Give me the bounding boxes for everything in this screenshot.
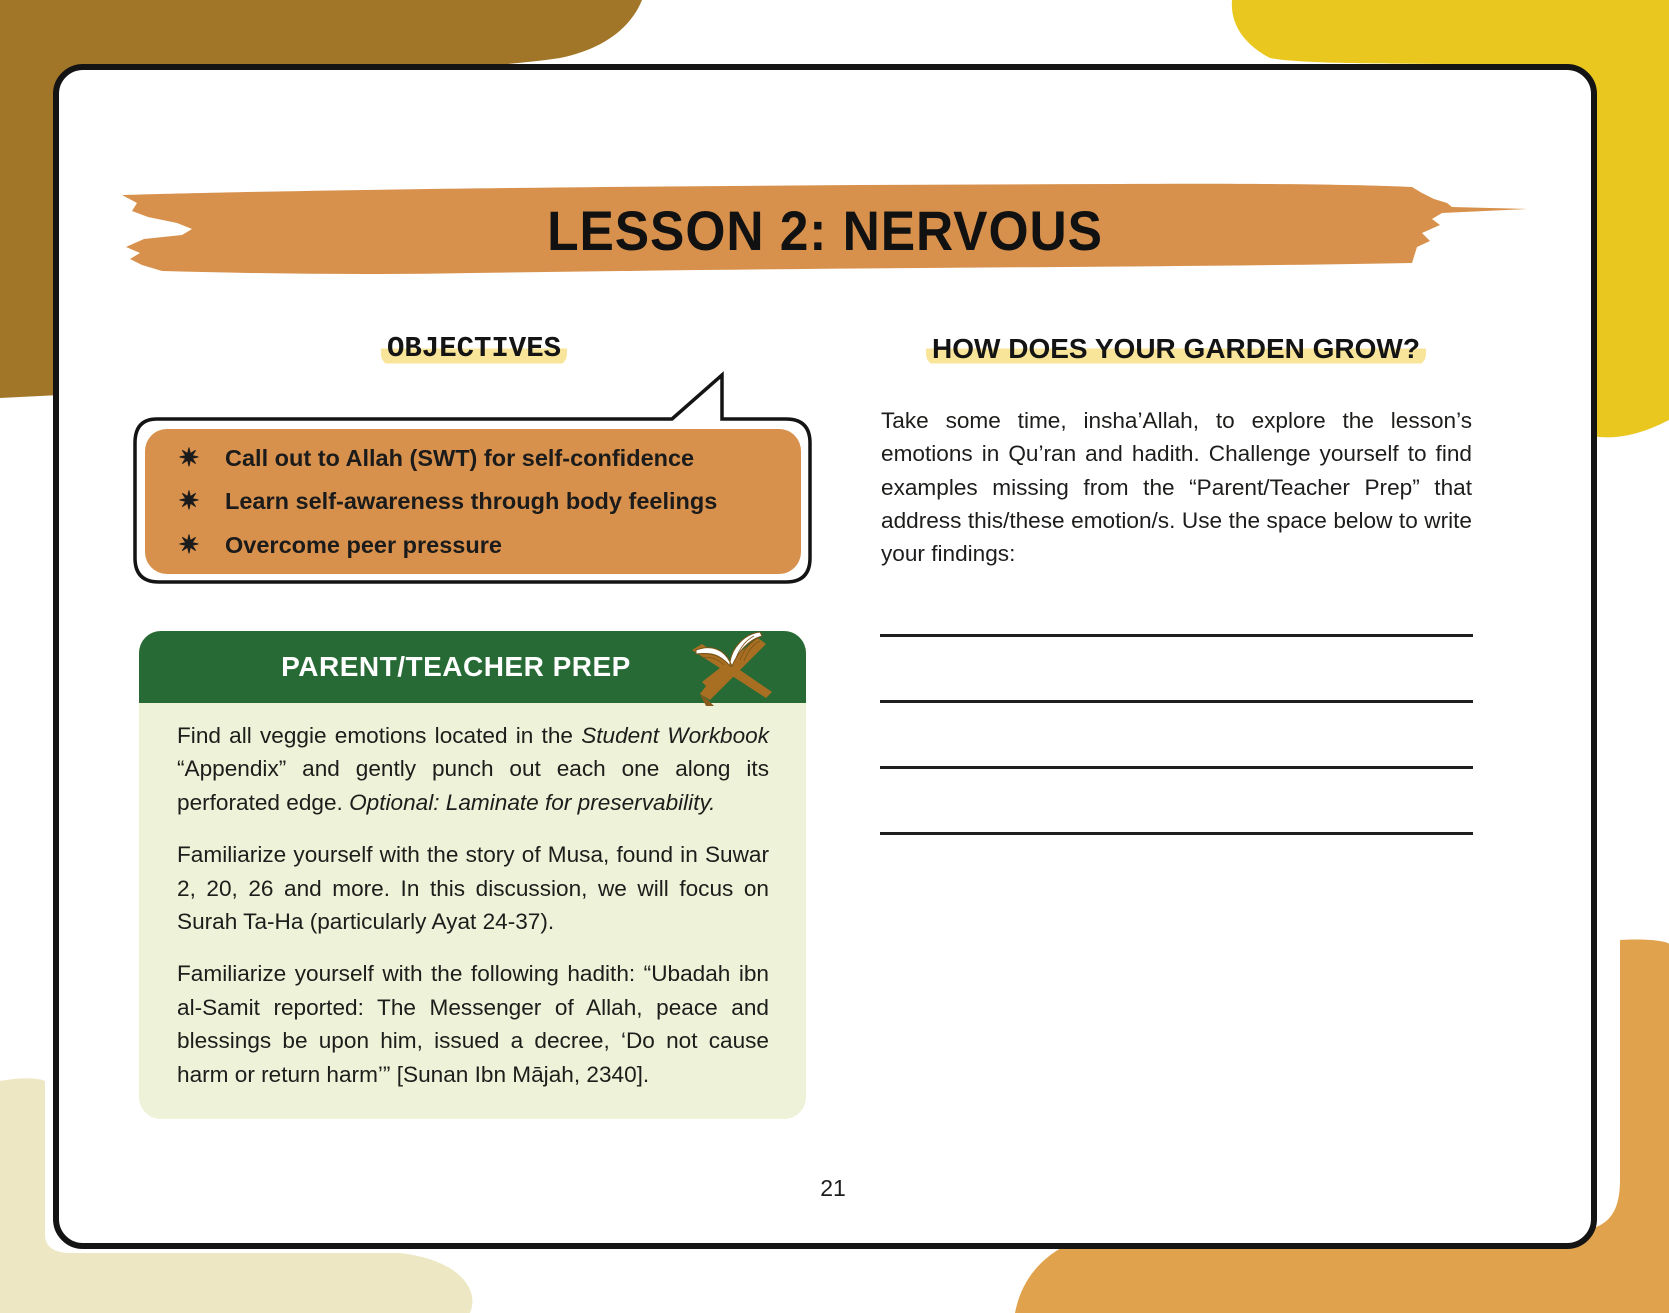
garden-instructions: Take some time, insha’Allah, to explore the lesson’s emotions in Qu’ran and hadith. Challenge yourself to find examples missing from the “Parent/Teacher Prep” that address this/these emotion/s. Use the space below to write your findings: <box>881 408 1472 567</box>
prep-paragraph: Familiarize yourself with the story of Musa, found in Suwar 2, 20, 26 and more. In this discussion, we will focus on Surah Ta-Ha (particularly Ayat 24-37). <box>177 842 769 935</box>
writing-line[interactable] <box>880 832 1473 835</box>
writing-line[interactable] <box>880 766 1473 769</box>
prep-heading: PARENT/TEACHER PREP <box>281 651 631 682</box>
lesson-title: LESSON 2: NERVOUS <box>547 198 1103 262</box>
parent-teacher-prep-card <box>139 631 806 1119</box>
quran-on-stand-icon <box>684 631 784 706</box>
writing-line[interactable] <box>880 700 1473 703</box>
objectives-list <box>145 429 801 574</box>
garden-heading: HOW DOES YOUR GARDEN GROW? <box>926 332 1426 366</box>
objective-text: Call out to Allah (SWT) for self-confidence <box>225 445 695 471</box>
asterisk-star-icon: ✷ <box>178 444 200 472</box>
asterisk-star-icon: ✷ <box>178 531 200 559</box>
objective-text: Learn self-awareness through body feelings <box>225 488 718 514</box>
prep-header <box>139 631 806 703</box>
prep-body <box>177 719 769 1110</box>
asterisk-star-icon: ✷ <box>178 487 200 515</box>
prep-paragraph: Find all veggie emotions located in the Student Workbook “Appendix” and gently punch out each one along its perforated edge. Optional: Laminate for preservability. <box>177 723 769 815</box>
page-number: 21 <box>820 1175 846 1201</box>
prep-paragraph: Familiarize yourself with the following hadith: “Ubadah ibn al-Samit reported: The Messenger of Allah, peace and blessings be upon him, issued a decree, ‘Do not cause harm or return harm’” [Sunan Ibn Mājah, 2340]. <box>177 961 769 1087</box>
objectives-heading: OBJECTIVES <box>381 332 567 366</box>
objective-text: Overcome peer pressure <box>225 532 502 558</box>
writing-line[interactable] <box>880 634 1473 637</box>
